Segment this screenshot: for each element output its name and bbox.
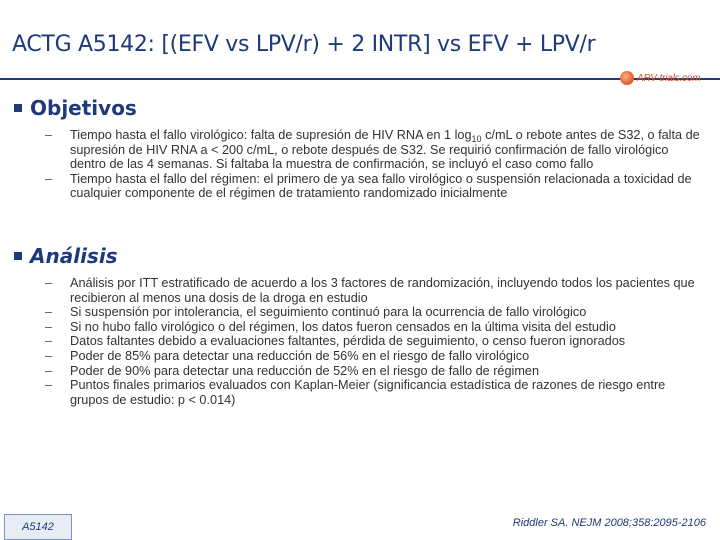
item-text: Tiempo hasta el fallo del régimen: el primero de ya sea fallo virológico o suspensión relacionada a toxicidad de cualquier componente de el régimen de tratamiento randomizado inicialmente [70, 171, 692, 201]
square-bullet-icon [14, 104, 22, 112]
list-item [45, 364, 705, 379]
list-item [45, 172, 705, 201]
list-item [45, 334, 705, 349]
slide-title: ACTG A5142: [(EFV vs LPV/r) + 2 INTR] vs EFV + LPV/r [12, 32, 596, 57]
dash-bullet-icon: – [45, 334, 53, 349]
dash-bullet-icon: – [45, 128, 53, 142]
item-text: Puntos finales primarios evaluados con Kaplan-Meier (significancia estadística de razones de riesgo entre grupos de estudio: p < 0.014) [70, 378, 666, 407]
item-text: Si no hubo fallo virológico o del régimen, los datos fueron censados en la última visita del estudio [70, 319, 616, 334]
square-bullet-icon [14, 252, 22, 260]
list-item [45, 305, 705, 320]
dash-bullet-icon: – [45, 171, 53, 186]
logo-mark-icon [620, 71, 634, 85]
subscript: 10 [471, 134, 482, 144]
item-text-part: Tiempo hasta el fallo virológico: falta de supresión de HIV RNA en 1 log [70, 128, 472, 142]
item-text: Si suspensión por intolerancia, el seguimiento continuó para la ocurrencia de fallo virológico [70, 305, 587, 320]
list-item [45, 128, 705, 172]
citation: Riddler SA. NEJM 2008;358:2095-2106 [512, 517, 706, 529]
item-text: Poder de 85% para detectar una reducción de 56% en el riesgo de fallo virológico [70, 348, 530, 363]
dash-bullet-icon: – [45, 319, 53, 334]
item-text: Datos faltantes debido a evaluaciones faltantes, pérdida de seguimiento, o censo fueron ignorados [70, 334, 626, 349]
section-analisis [14, 244, 118, 268]
section-heading-objetivos: Objetivos [30, 96, 137, 120]
objetivos-list [45, 128, 705, 201]
study-badge: A5142 [4, 514, 72, 540]
dash-bullet-icon: – [45, 276, 53, 290]
list-item [45, 378, 705, 407]
list-item [45, 276, 705, 305]
dash-bullet-icon: – [45, 378, 53, 393]
dash-bullet-icon: – [45, 305, 53, 320]
item-text: Poder de 90% para detectar una reducción de 52% en el riesgo de fallo de régimen [70, 363, 540, 378]
item-text-part: c/mL o rebote antes de S32, o falta de supresión de HIV RNA a < 200 c/mL, o rebote después de S32. Se requirió confirmación de fallo virológico dentro de las 4 semanas. Si faltaba la muestra de confirmación, se incluyó el caso como fallo [70, 128, 700, 172]
list-item [45, 349, 705, 364]
logo-text: ARV-trials.com [637, 72, 701, 84]
dash-bullet-icon: – [45, 363, 53, 378]
section-objetivos [14, 96, 137, 120]
item-text: Análisis por ITT estratificado de acuerdo a los 3 factores de randomización, incluyendo todos los pacientes que recibieron al menos una dosis de la droga en estudio [70, 276, 695, 305]
analisis-list [45, 276, 705, 407]
dash-bullet-icon: – [45, 348, 53, 363]
title-divider [0, 78, 720, 80]
section-heading-analisis: Análisis [30, 244, 118, 268]
arv-trials-logo [620, 68, 700, 88]
list-item [45, 320, 705, 335]
